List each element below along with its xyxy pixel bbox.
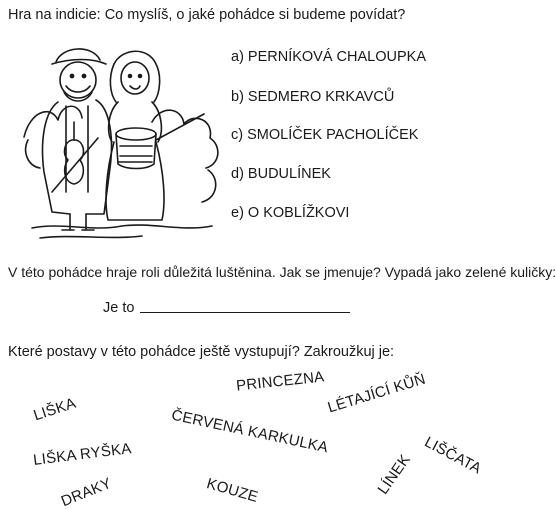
option-d: d) BUDULÍNEK xyxy=(231,166,331,182)
word-liscata[interactable]: LIŠČATA xyxy=(421,433,485,478)
word-kouze[interactable]: KOUZE xyxy=(204,475,261,506)
question-2: V této pohádce hraje roli důležitá luštěnina. Jak se jmenuje? Vypadá jako zelené kuličky: xyxy=(8,264,556,280)
option-e: e) O KOBLÍŽKOVI xyxy=(231,205,350,221)
word-linek[interactable]: LÍNEK xyxy=(374,451,414,498)
question-3: Které postavy v této pohádce ještě vystupují? Zakroužkuj je: xyxy=(8,344,395,360)
question-1: Hra na indicie: Co myslíš, o jaké pohádce si budeme povídat? xyxy=(8,7,406,23)
word-liska-ryska[interactable]: LIŠKA RYŠKA xyxy=(32,440,133,469)
word-draky[interactable]: DRAKY xyxy=(58,474,114,510)
answer-blank-line[interactable] xyxy=(140,312,350,313)
option-b: b) SEDMERO KRKAVCŮ xyxy=(231,89,395,105)
word-cervena-karkulka[interactable]: ČERVENÁ KARKULKA xyxy=(169,406,330,457)
word-princezna[interactable]: PRINCEZNA xyxy=(235,368,326,395)
answer-prefix: Je to xyxy=(103,300,135,316)
option-a: a) PERNÍKOVÁ CHALOUPKA xyxy=(231,49,426,65)
fairy-tale-illustration xyxy=(22,42,227,247)
word-liska[interactable]: LIŠKA xyxy=(31,394,79,425)
option-c: c) SMOLÍČEK PACHOLÍČEK xyxy=(231,127,419,143)
word-letajici-kun[interactable]: LÉTAJÍCÍ KŮŇ xyxy=(325,370,428,417)
